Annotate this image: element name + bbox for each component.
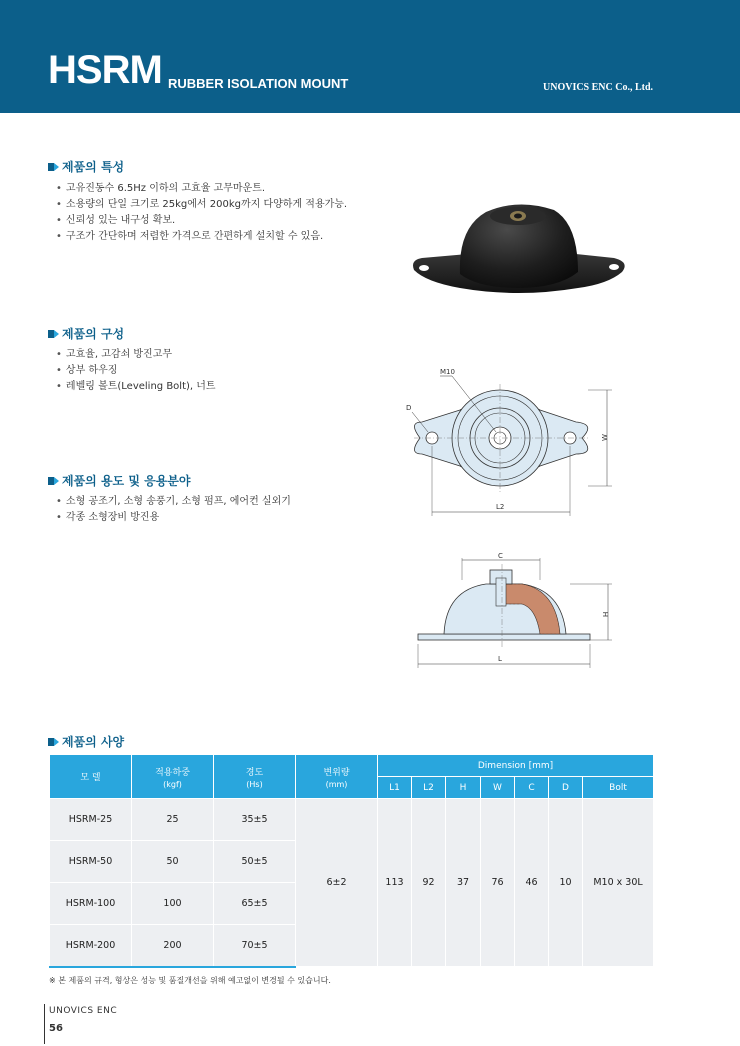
cell-c: 46 [515, 799, 549, 967]
specs-heading [48, 735, 124, 749]
cell-w: 76 [481, 799, 515, 967]
section-marker-icon [48, 476, 60, 486]
cell-load: 100 [132, 883, 214, 925]
features-heading [48, 160, 124, 174]
header-hardness: 경도 (Hs) [214, 755, 296, 799]
composition-heading-text: 제품의 구성 [62, 327, 125, 341]
section-marker-icon [48, 737, 60, 747]
list-item: • 상부 하우징 [56, 363, 216, 379]
applications-heading-text: 제품의 용도 및 응용분야 [62, 474, 191, 488]
cell-l1: 113 [378, 799, 412, 967]
cell-model: HSRM-50 [50, 841, 132, 883]
page-header [0, 0, 740, 113]
cell-model: HSRM-100 [50, 883, 132, 925]
cell-hardness: 50±5 [214, 841, 296, 883]
product-subtitle: RUBBER ISOLATION MOUNT [168, 76, 349, 91]
c-label: C [498, 552, 503, 560]
features-list [56, 181, 347, 245]
m10-label: M10 [440, 368, 455, 376]
header-dim-h: H [446, 777, 481, 799]
h-label: H [602, 611, 610, 617]
cell-bolt: M10 x 30L [583, 799, 654, 967]
side-view-diagram [410, 548, 620, 674]
cell-displacement: 6±2 [296, 799, 378, 967]
l-label: L [498, 655, 502, 663]
header-dim-bolt: Bolt [583, 777, 654, 799]
list-item: • 소용량의 단일 크기로 25kg에서 200kg까지 다양하게 적용가능. [56, 197, 347, 213]
list-item: • 각종 소형장비 방진용 [56, 510, 291, 526]
page-number: 56 [49, 1023, 63, 1034]
w-label: W [601, 434, 609, 441]
header-model: 모 델 [50, 755, 132, 799]
cell-d: 10 [549, 799, 583, 967]
list-item: • 소형 공조기, 소형 송풍기, 소형 펌프, 에어컨 실외기 [56, 494, 291, 510]
applications-list [56, 494, 291, 526]
applications-heading [48, 474, 190, 488]
d-label: D [406, 404, 412, 412]
list-item: • 레벨링 볼트(Leveling Bolt), 너트 [56, 379, 216, 395]
header-dim-w: W [481, 777, 515, 799]
section-marker-icon [48, 329, 60, 339]
cell-load: 200 [132, 925, 214, 967]
spec-table [49, 754, 654, 968]
list-item: • 구조가 간단하며 저렴한 가격으로 간편하게 설치할 수 있음. [56, 229, 347, 245]
cell-load: 50 [132, 841, 214, 883]
specs-heading-text: 제품의 사양 [62, 735, 125, 749]
composition-list [56, 347, 216, 395]
top-view-diagram [400, 366, 620, 526]
header-dim-d: D [549, 777, 583, 799]
header-displacement: 변위량 (mm) [296, 755, 378, 799]
footer-company: UNOVICS ENC [49, 1006, 118, 1016]
cell-model: HSRM-25 [50, 799, 132, 841]
cell-hardness: 65±5 [214, 883, 296, 925]
composition-heading [48, 327, 124, 341]
header-dim-l1: L1 [378, 777, 412, 799]
cell-hardness: 35±5 [214, 799, 296, 841]
l2-label: L2 [496, 503, 505, 511]
product-title: HSRM [48, 48, 162, 92]
list-item: • 신뢰성 있는 내구성 확보. [56, 213, 347, 229]
list-item: • 고효율, 고감쇠 방진고무 [56, 347, 216, 363]
cell-l2: 92 [412, 799, 446, 967]
section-marker-icon [48, 162, 60, 172]
cell-model: HSRM-200 [50, 925, 132, 967]
header-dim-l2: L2 [412, 777, 446, 799]
features-heading-text: 제품의 특성 [62, 160, 125, 174]
list-item: • 고유진동수 6.5Hz 이하의 고효율 고무마운트. [56, 181, 347, 197]
table-row [50, 799, 654, 841]
cell-h: 37 [446, 799, 481, 967]
product-photo [408, 198, 636, 306]
cell-load: 25 [132, 799, 214, 841]
spec-note: ※ 본 제품의 규격, 형상은 성능 및 품질개선을 위해 예고없이 변경될 수 있습니다. [49, 976, 331, 985]
header-load: 적용하중 (kgf) [132, 755, 214, 799]
cell-hardness: 70±5 [214, 925, 296, 967]
footer-divider [44, 1004, 45, 1044]
header-dim-c: C [515, 777, 549, 799]
header-dimension: Dimension [mm] [378, 755, 654, 777]
company-name: UNOVICS ENC Co., Ltd. [543, 82, 654, 93]
